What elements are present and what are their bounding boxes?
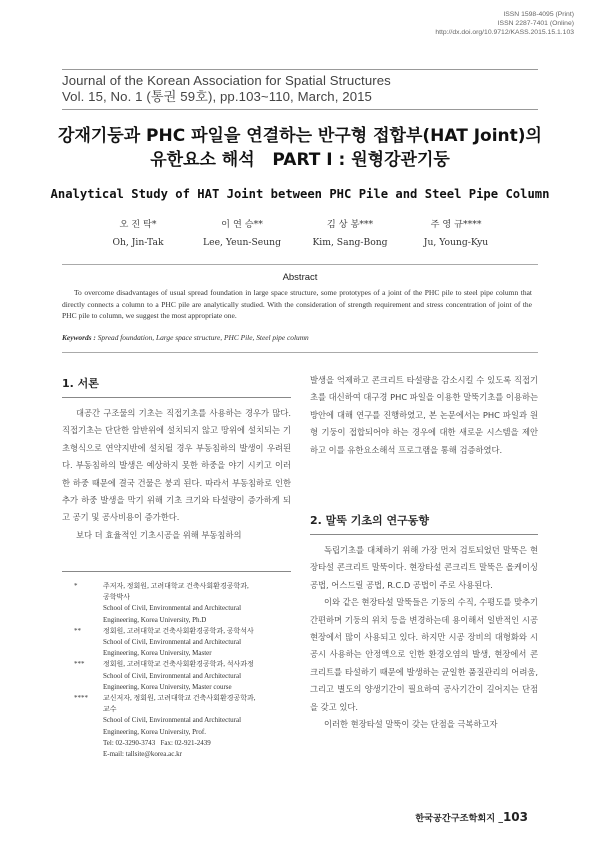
- footnote-line: 정회원, 고려대학교 건축사회환경공학과, 공학석사: [103, 626, 254, 635]
- footnote-line: 공학박사: [103, 593, 131, 602]
- section-1-rule: [62, 397, 291, 398]
- footnote-line: School of Civil, Environmental and Architectural: [103, 604, 242, 613]
- page-number: 103: [502, 810, 528, 824]
- journal-rule: [62, 109, 538, 110]
- author-2: [192, 216, 292, 252]
- intro-paragraph-2: 보다 더 효율적인 기초시공을 위해 부동침하의: [76, 529, 242, 540]
- journal-name: Journal of the Korean Association for Spatial Structures: [62, 73, 391, 88]
- title-korean-line1: 강재기둥과 PHC 파일을 연결하는 반구형 접합부(HAT Joint)의: [58, 126, 542, 146]
- footnote-2-mark: **: [74, 626, 81, 635]
- footnote-line: Engineering, Korea University, Prof.: [103, 727, 206, 736]
- author-4-korean: 주 영 규****: [430, 219, 482, 230]
- footnote-line: 교수: [103, 705, 117, 714]
- section-2-rule: [310, 534, 538, 535]
- footnote-line: Tel: 02-3290-3743 Fax: 02-921-2439: [103, 738, 211, 747]
- doi-link[interactable]: http://dx.doi.org/10.9712/KASS.2015.15.1.103: [435, 29, 574, 37]
- issn-block: [435, 10, 574, 38]
- volume-info: Vol. 15, No. 1 (통권 59호), pp.103~110, March, 2015: [62, 89, 372, 104]
- footnotes: [74, 581, 287, 760]
- section-1-heading: 1. 서론: [62, 377, 99, 390]
- page-footer: [415, 810, 528, 824]
- footer-journal: 한국공간구조학회지 _: [415, 813, 503, 824]
- author-2-korean: 이 연 승**: [221, 219, 263, 230]
- journal-info: [62, 73, 391, 105]
- footnote-line: School of Civil, Environmental and Architectural: [103, 716, 242, 725]
- intro-paragraph-1: 대공간 구조물의 기초는 직접기초를 사용하는 경우가 많다. 직접기초는 단단한 암반위에 설치되지 않고 땅위에 설치되는 기초형식으로 연약지반에 설치될 경우 부동침하의 발생이 우려된다. 부동침하의 발생은 예상하지 못한 하중을 야기 시키고 이러한 하중 때문에 결국 건물은 붕괴 된다. 따라서 부동침하로 인한 추가 하중 발생을 막기 위해 기초 크기와 타설량이 증가하게 되고 공기 및 공사비용이 증가한다.: [62, 408, 291, 523]
- footnote-line: 교신저자, 정회원, 고려대학교 건축사회환경공학과,: [103, 694, 256, 703]
- section-2-body: [310, 542, 538, 733]
- footnote-line: Engineering, Korea University, Master: [103, 649, 212, 658]
- footnote-line: E-mail: tallsite@korea.ac.kr: [103, 750, 182, 759]
- section-2-paragraph-1: 독립기초를 대체하기 위해 가장 먼저 검토되었던 말뚝은 현장타설 콘크리트 말뚝이다. 현장타설 콘크리트 말뚝은 올케이싱 공법, 어스드릴 공법, R.C.D 공법이 주로 사용된다.: [310, 545, 538, 590]
- section-1-body: [62, 405, 291, 544]
- author-4: [406, 216, 506, 252]
- keywords-list: Spread foundation, Large space structure, PHC Pile, Steel pipe column: [97, 333, 309, 342]
- right-paragraph-1: 발생을 억제하고 콘크리트 타설량을 감소시킬 수 있도록 직접기초를 대신하여 대구경 PHC 파일을 이용한 말뚝기초를 이용하는 방안에 대해 연구를 진행하였고, 본 논문에서는 PHC 파일과 원형 기둥이 접합되어야 하는 경우에 대한 새로운 시스템을 제안하고 이를 유한요소해석 프로그램을 통해 검증하였다.: [310, 375, 538, 455]
- section-2-heading: 2. 말뚝 기초의 연구동향: [310, 514, 429, 527]
- footnote-4-mark: ****: [74, 694, 88, 703]
- section-2-paragraph-2: 이와 같은 현장타설 말뚝들은 기둥의 수직, 수평도를 맞추기 간편하며 기둥의 위치 등을 변경하는데 용이해서 일반적인 시공현장에서 많이 사용되고 있다. 하지만 시공 장비의 대형화와 시공시 사용하는 안정액으로 인한 환경오염의 발생, 현장에서 콘크리트를 타설하기 때문에 발생하는 균일한 품질관리의 어려움, 그리고 별도의 양생기간이 필요하여 공사기간이 길어지는 단점을 갖고 있다.: [310, 597, 538, 712]
- keywords-label: Keywords :: [62, 333, 96, 342]
- footnote-line: 주저자, 정회원, 고려대학교 건축사회환경공학과,: [103, 582, 249, 590]
- footnote-line: Engineering, Korea University, Ph.D: [103, 615, 207, 624]
- footnote-line: School of Civil, Environmental and Architectural: [103, 638, 242, 647]
- footnote-1-mark: *: [74, 582, 78, 590]
- footnote-line: School of Civil, Environmental and Architectural: [103, 671, 242, 680]
- footnote-line: 정회원, 고려대학교 건축사회환경공학과, 석사과정: [103, 660, 254, 669]
- footnote-3: [74, 659, 287, 693]
- author-3-korean: 김 상 봉***: [326, 219, 374, 230]
- section-2-paragraph-3: 이러한 현장타설 말뚝이 갖는 단점을 극복하고자: [324, 719, 498, 730]
- footnote-line: Engineering, Korea University, Master course: [103, 682, 232, 691]
- issn-online: ISSN 2287-7401 (Online): [497, 20, 574, 28]
- footnote-2: [74, 626, 287, 660]
- author-1-korean: 오 진 탁*: [119, 219, 157, 230]
- footnote-1: [74, 581, 287, 626]
- author-3-english: Kim, Sang-Bong: [312, 237, 388, 248]
- keywords-line: [62, 333, 309, 342]
- author-1-english: Oh, Jin-Tak: [112, 237, 164, 248]
- author-4-english: Ju, Young-Kyu: [423, 237, 489, 248]
- abstract-top-rule: [62, 264, 538, 265]
- author-2-english: Lee, Yeun-Seung: [203, 237, 281, 248]
- footnote-4: [74, 693, 287, 760]
- title-english: Analytical Study of HAT Joint between PHC Pile and Steel Pipe Column: [50, 187, 550, 201]
- abstract-bottom-rule: [62, 352, 538, 353]
- issn-print: ISSN 1598-4095 (Print): [503, 11, 574, 18]
- title-korean-line2: 유한요소 해석 PART Ⅰ : 원형강관기둥: [150, 150, 450, 170]
- footnote-rule: [62, 571, 291, 572]
- header-rule: [62, 69, 538, 70]
- abstract-heading: Abstract: [282, 272, 318, 283]
- footnote-3-mark: ***: [74, 660, 85, 669]
- author-3: [300, 216, 400, 252]
- right-column-continuation: [310, 372, 538, 459]
- abstract-text: To overcome disadvantages of usual spread foundation in large space structure, some prototypes of a joint of the PHC pile to steel pipe column that directly connects a column to a PHC pile are analytically studied. With the consideration of strength requirement and stress concentration of joint of the PHC pile to column, we suggest the most appropriate one.: [62, 288, 532, 320]
- author-1: [88, 216, 188, 252]
